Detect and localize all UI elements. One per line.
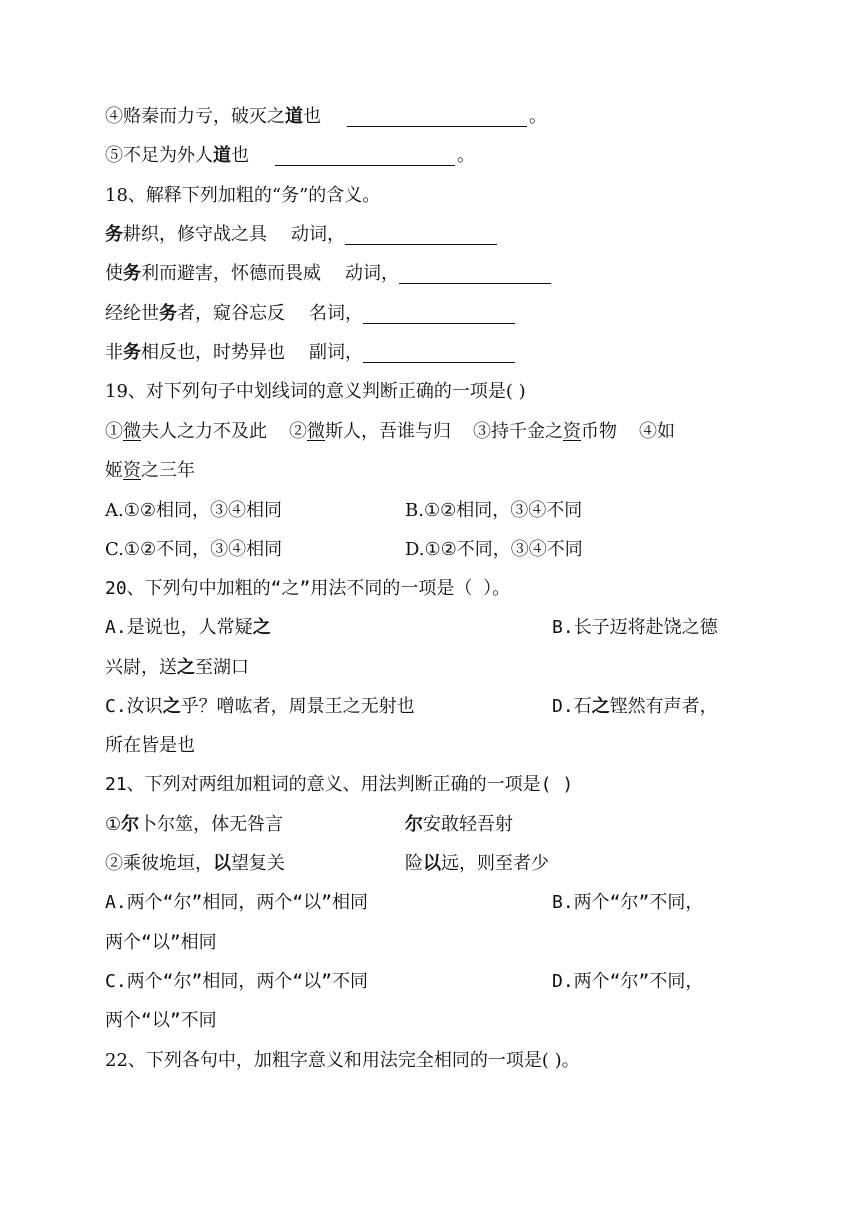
q20-options-row-2-cont: 所在皆是也: [105, 735, 195, 756]
q20a-bold: 之: [252, 617, 271, 638]
q18d-label: 副词，: [309, 342, 363, 363]
q20c-post: 乎？噌吰者，周景王之无射也: [180, 696, 415, 717]
question-19-title: 19、对下列句子中划线词的意义判断正确的一项是( ): [105, 381, 526, 402]
line2-end: 。: [457, 145, 475, 166]
q21-options-row-2-cont: 两个“以”不同: [105, 1010, 217, 1031]
q20d-bold: 之: [591, 696, 610, 717]
answer-blank-18c[interactable]: [363, 305, 515, 324]
q20b-bold: 之: [177, 657, 195, 678]
q20c-bold: 之: [162, 696, 181, 717]
question-21-title: 21、下列对两组加粗词的意义、用法判断正确的一项是( ): [105, 774, 574, 795]
q18d-text: 相反也，时势异也: [141, 342, 285, 363]
q20d-pre: D.石: [552, 696, 592, 717]
q21-g2-prefix: ②乘彼垝垣，: [105, 853, 213, 874]
q21-g2-text-1: 望复关: [231, 853, 285, 874]
q19-s3-underlined: 资: [563, 421, 581, 442]
q18c-pre: 经纶世: [105, 303, 159, 324]
q21-g1-bold-2: 尔: [405, 814, 423, 835]
q19-sentences-line-2: [105, 454, 785, 488]
q18-item-c: [105, 297, 785, 331]
q21-group-2: [105, 847, 785, 881]
q21-g2-bold-1: 以: [213, 853, 231, 874]
q20-option-d[interactable]: [552, 690, 718, 724]
q19-s4-prefix: ④如: [639, 421, 675, 442]
q20-options-row-2: [105, 690, 785, 724]
q21-option-b[interactable]: B.两个“尔”不同，: [552, 892, 704, 913]
q20b-pre: 兴尉，送: [105, 657, 177, 678]
line2-prefix: ⑤不足为外人: [105, 145, 213, 166]
q19-option-c[interactable]: C.①②不同，③④相同: [105, 539, 283, 560]
q18b-text: 利而避害，怀德而畏威: [141, 263, 321, 284]
q18-item-b: [105, 257, 785, 291]
line1-bold: 道: [285, 106, 303, 127]
q18a-text: 耕织，修守战之具: [123, 224, 267, 245]
q19-option-d[interactable]: D.①②不同，③④不同: [405, 539, 583, 560]
q18-item-a: [105, 218, 785, 252]
q19-option-b[interactable]: B.①②相同，③④不同: [405, 500, 583, 521]
q20b-post: 至湖口: [195, 657, 249, 678]
q19-s4-underlined: 资: [123, 460, 141, 481]
q18b-label: 动词，: [345, 263, 399, 284]
q20-option-c[interactable]: [105, 696, 415, 717]
line2-suffix: 也: [231, 145, 249, 166]
q21-g2-bold-2: 以: [423, 853, 441, 874]
q21-g1-bold-1: 尔: [121, 814, 140, 835]
q21-option-c[interactable]: C.两个“尔”相同，两个“以”不同: [105, 971, 369, 992]
q21-options-row-1: [105, 886, 785, 920]
q18-item-d: [105, 336, 785, 370]
question-20-title: 20、下列句中加粗的“之”用法不同的一项是（ ）。: [105, 578, 511, 599]
line1-suffix: 也: [303, 106, 321, 127]
q18c-bold: 务: [159, 303, 177, 324]
text-line-1: [105, 100, 785, 134]
line1-end: 。: [529, 106, 547, 127]
q19-s2-text: 斯人，吾谁与归: [325, 421, 451, 442]
q20-options-row-1-cont: [105, 651, 785, 685]
q19-s1-prefix: ①: [105, 421, 123, 442]
q19-s1-text: 夫人之力不及此: [141, 421, 267, 442]
q18b-pre: 使: [105, 263, 123, 284]
q19-s2-underlined: 微: [307, 421, 325, 442]
line1-prefix: ④赂秦而力亏，破灭之: [105, 106, 285, 127]
q21-g1-text-1: 卜尔筮，体无咎言: [139, 814, 284, 835]
q21-option-a[interactable]: A.两个“尔”相同，两个“以”相同: [105, 892, 369, 913]
q19-s1-underlined: 微: [123, 421, 141, 442]
q20c-pre: C.汝识: [105, 696, 163, 717]
q21-option-d[interactable]: D.两个“尔”不同，: [552, 971, 704, 992]
answer-blank-18d[interactable]: [363, 344, 515, 363]
text-line-2: [105, 139, 785, 173]
q19-option-a[interactable]: A.①②相同，③④相同: [105, 500, 282, 521]
answer-blank-18b[interactable]: [399, 265, 551, 284]
line2-bold: 道: [213, 145, 231, 166]
q20d-post: 铿然有声者，: [609, 696, 718, 717]
question-22-title: 22、下列各句中，加粗字意义和用法完全相同的一项是( )。: [105, 1050, 580, 1071]
q19-sentences-line-1: [105, 415, 785, 449]
q21-options-row-2: [105, 965, 785, 999]
q19-s3-prefix: ③持千金之: [473, 421, 563, 442]
q18a-bold: 务: [105, 224, 123, 245]
q20a-text: A.是说也，人常疑: [105, 617, 253, 638]
q19-s4-pre: 姬: [105, 460, 123, 481]
q19-s2-prefix: ②: [289, 421, 307, 442]
q19-s3-text: 币物: [581, 421, 617, 442]
q20-options-row-1: [105, 611, 785, 645]
q18b-bold: 务: [123, 263, 141, 284]
q21-options-row-1-cont: 两个“以”相同: [105, 932, 217, 953]
q19-options-row-1: [105, 494, 785, 528]
q18d-pre: 非: [105, 342, 123, 363]
answer-blank-2[interactable]: [275, 147, 455, 166]
q20-option-b[interactable]: B.长子迈将赴饶之德: [552, 617, 718, 638]
q21-g2-text-2: 远，则至者少: [441, 853, 549, 874]
q21-g2-pre-2: 险: [405, 853, 423, 874]
q18c-text: 者，窥谷忘反: [177, 303, 285, 324]
q18a-label: 动词，: [291, 224, 345, 245]
q18d-bold: 务: [123, 342, 141, 363]
q21-group-1: [105, 808, 785, 842]
answer-blank-1[interactable]: [347, 108, 527, 127]
q19-s4-text: 之三年: [141, 460, 195, 481]
q21-g1-prefix: ①: [105, 814, 122, 835]
q21-g1-text-2: 安敢轻吾射: [423, 814, 513, 835]
q18c-label: 名词，: [309, 303, 363, 324]
question-18-title: 18、解释下列加粗的“务”的含义。: [105, 185, 381, 206]
answer-blank-18a[interactable]: [345, 226, 497, 245]
q19-options-row-2: [105, 533, 785, 567]
q20-option-a[interactable]: [105, 617, 271, 638]
